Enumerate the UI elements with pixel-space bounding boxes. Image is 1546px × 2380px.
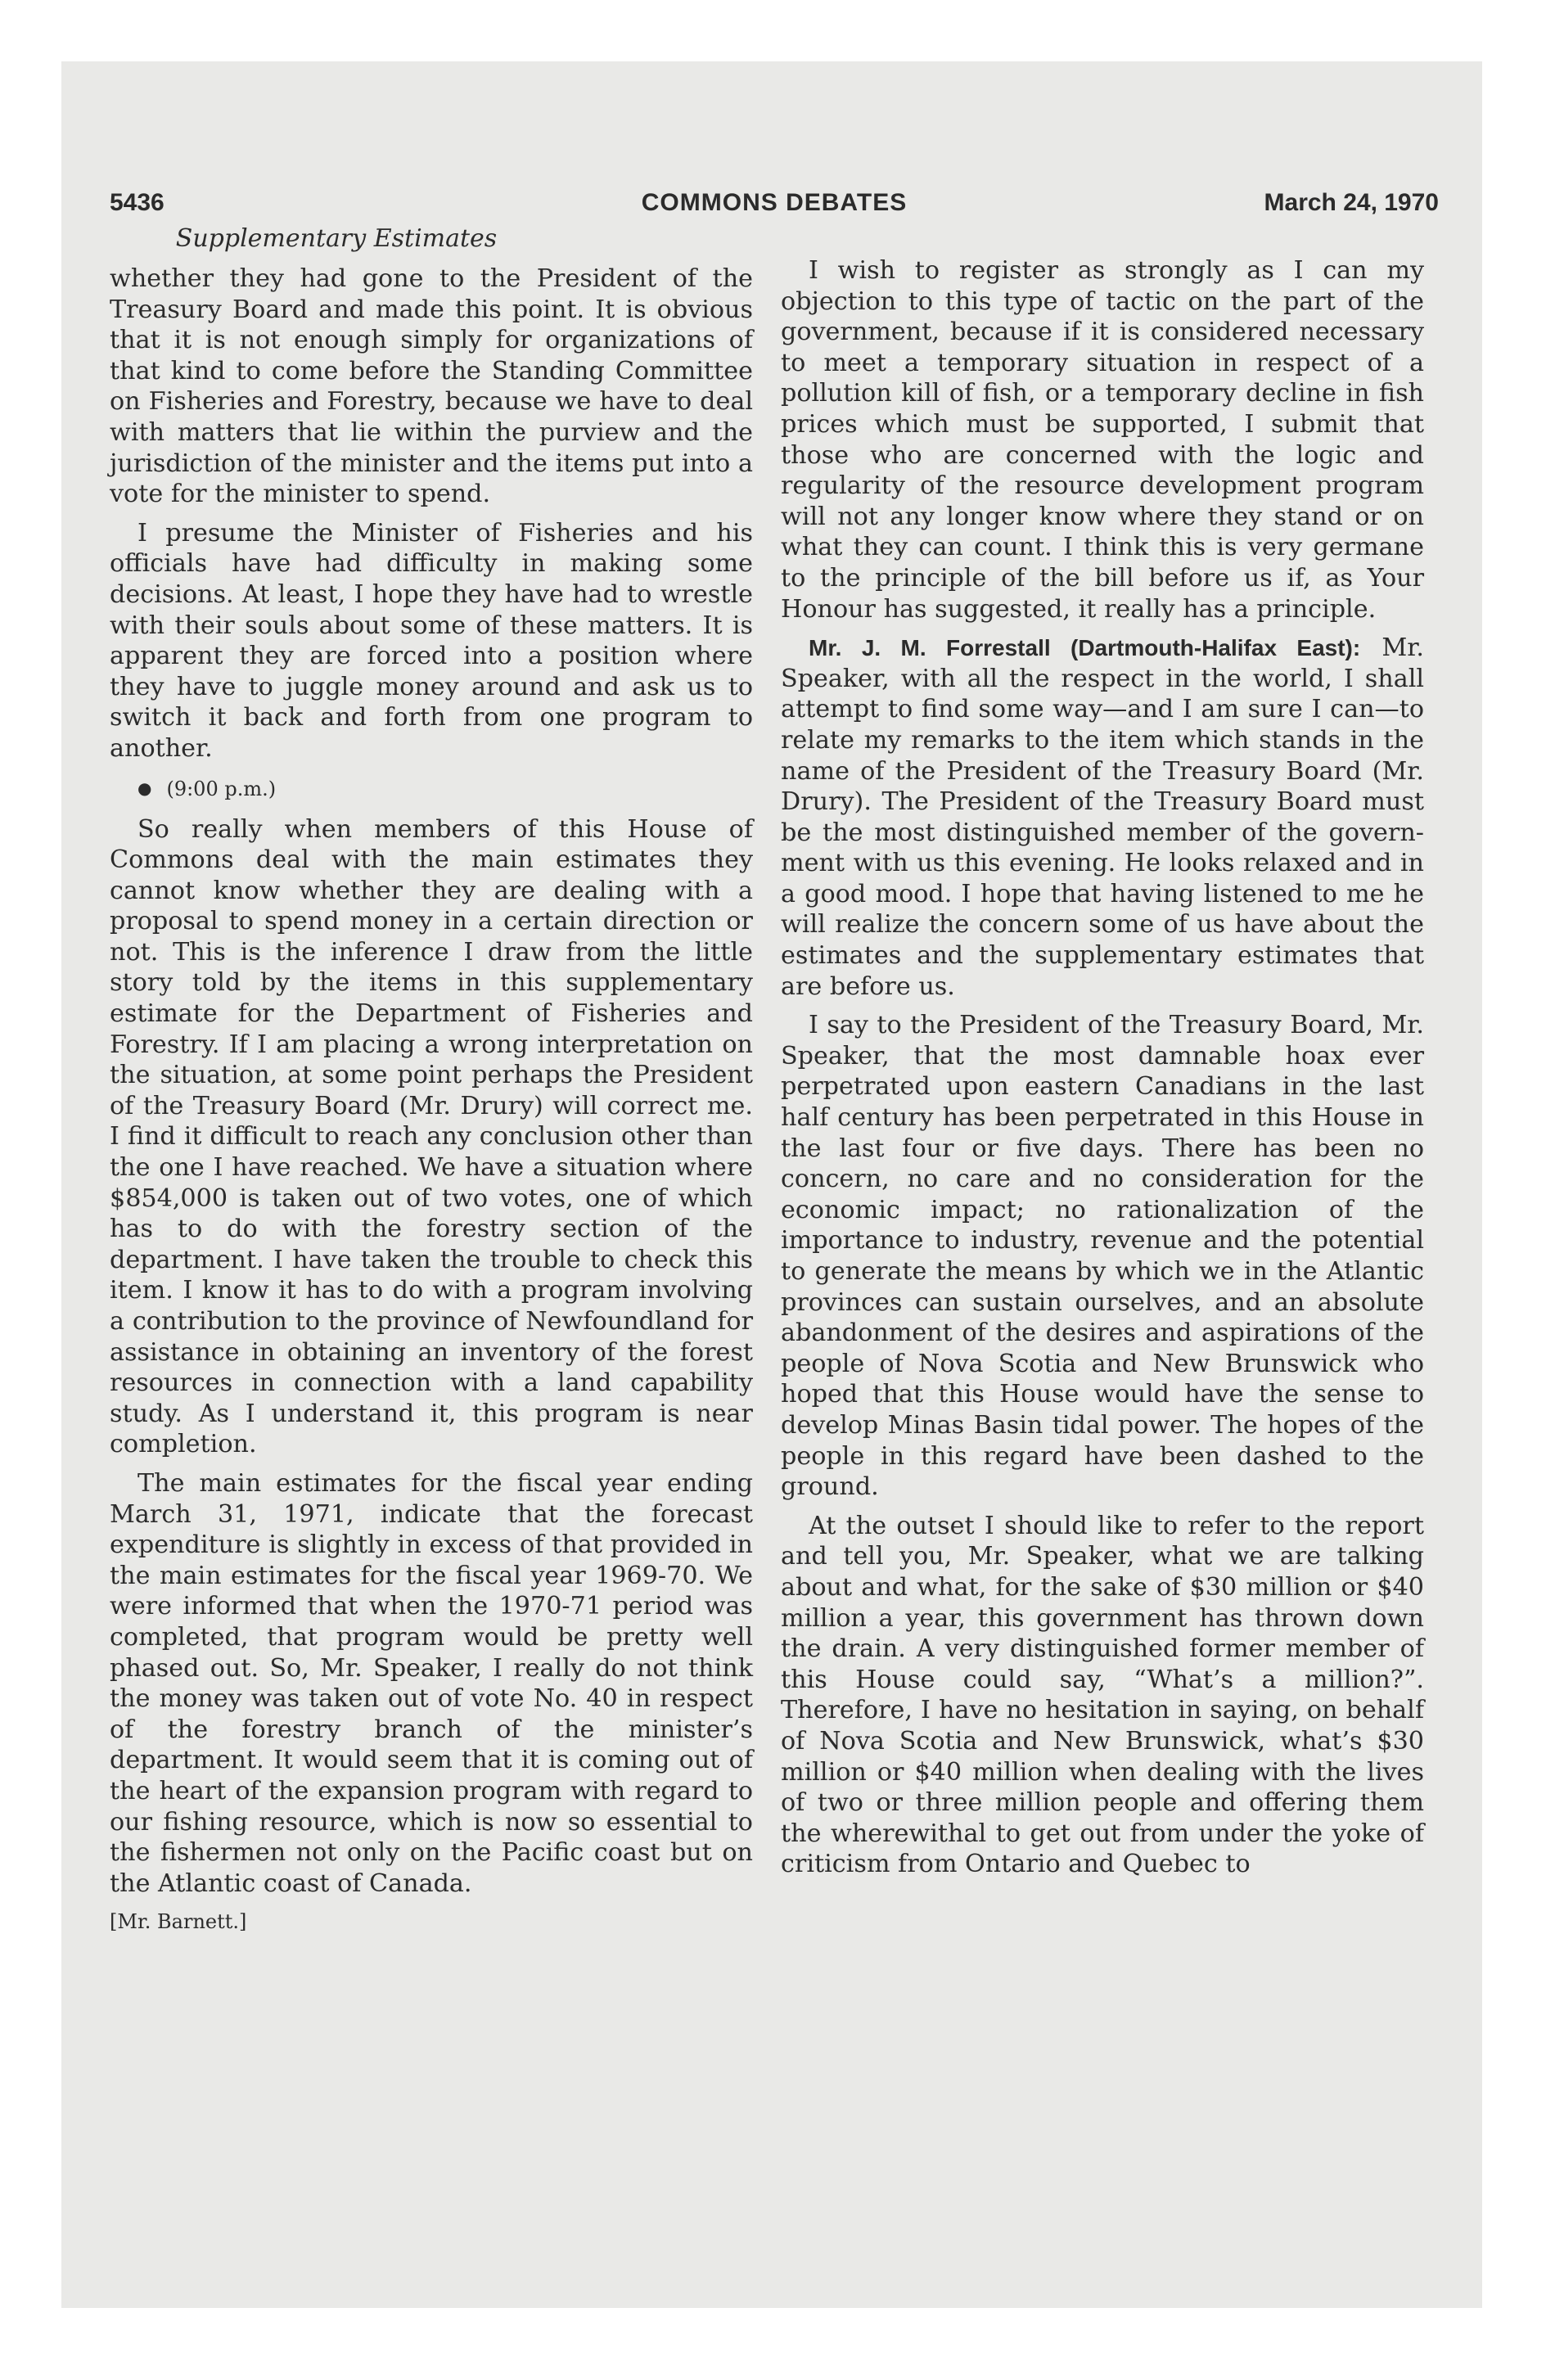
- page-number: 5436: [110, 189, 165, 216]
- page-header: [110, 182, 1439, 224]
- right-paragraph-1: I wish to register as strongly as I can my objection to this type of tactic on the part of the government, because if it is considered necessary to meet a temporary situation in respect of a pollution kill of fish, or a temporary decline in fish prices which must be supported, I submit that those who are concerned with the logic and regularity of the resource development program will not any longer know where they stand or on what they can count. I think this is very germane to the principle of the bill before us if, as Your Honour has suggested, it really has a principle.: [781, 256, 1424, 624]
- speaker-attribution: [Mr. Barnett.]: [110, 1910, 247, 1934]
- left-paragraph-4: The main estimates for the fiscal year ending March 31, 1971, indicate that the forecast expenditure is slightly in excess of that provided in the main estimates for the fiscal year 1969-70. We were informed that when the 1970-71 period was completed, that program would be pretty well phased out. So, Mr. Speaker, I really do not think the money was taken out of vote No. 40 in respect of the forestry branch of the minister’s department. It would seem that it is coming out of the heart of the expansion program with regard to our fishing resource, which is now so essential to the fishermen not only on the Pacific coast but on the Atlantic coast of Canada.: [110, 1468, 753, 1898]
- right-paragraph-2: [781, 633, 1424, 1002]
- speaker-name: Mr. J. M. Forrestall (Dartmouth-Halifax East):: [809, 635, 1361, 661]
- publication-title: COMMONS DEBATES: [641, 189, 908, 216]
- left-paragraph-1: whether they had gone to the President of the Treasury Board and made this point. It is obvious that it is not enough simply for organizations of that kind to come before the Standing Committee on Fisheries and Forestry, because we have to deal with matters that lie within the purview and the jurisdiction of the minister and the items put into a vote for the minister to spend.: [110, 264, 753, 509]
- section-subhead: Supplementary Estimates: [175, 224, 498, 253]
- speech-text: Mr. Speaker, with all the respect in the world, I shall attempt to find some way—and I am sure I can—to relate my remarks to the item which stands in the name of the President of the Treasury Board (Mr. Drury). The President of the Treasury Board must be the most distinguished member of the government with us this evening. He looks relaxed and in a good mood. I hope that having listened to me he will realize the concern some of us have about the estimates and the supplementary estimates that are before us.: [781, 633, 1424, 1001]
- right-paragraph-3: I say to the President of the Treasury Board, Mr. Speaker, that the most damnable hoax ever perpetrated upon eastern Canadians in the last half century has been perpetrated in this House in the last four or five days. There has been no concern, no care and no consideration for the economic impact; no rationalization of the importance to industry, revenue and the potential to generate the means by which we in the Atlantic provinces can sustain ourselves, and an absolute abandonment of the desires and aspirations of the people of Nova Scotia and New Brunswick who hoped that this House would have the sense to develop Minas Basin tidal power. The hopes of the people in this regard have been dashed to the ground.: [781, 1011, 1424, 1502]
- timestamp-text: (9:00 p.m.): [166, 777, 277, 800]
- publication-date: March 24, 1970: [1264, 189, 1439, 216]
- right-column: [781, 255, 1424, 1888]
- bullet-icon: ●: [137, 778, 152, 798]
- left-column: [110, 223, 753, 1946]
- left-paragraph-2: I presume the Minister of Fisheries and his officials have had difficulty in making some decisions. At least, I hope they have had to wrestle with their souls about some of these matters. It is apparent they are forced into a position where they have to juggle money around and ask us to switch it back and forth from one program to another.: [110, 518, 753, 763]
- time-marker: [110, 773, 753, 806]
- right-paragraph-4: At the outset I should like to refer to the report and tell you, Mr. Speaker, what we are talking about and what, for the sake of $30 million or $40 million a year, this government has thrown down the drain. A very distinguished former member of this House could say, “What’s a million?”. Therefore, I have no hesitation in saying, on behalf of Nova Scotia and New Brunswick, what’s $30 million or $40 million when dealing with the lives of two or three million people and offering them the wherewithal to get out from under the yoke of criticism from Ontario and Quebec to: [781, 1511, 1424, 1879]
- left-paragraph-3: So really when members of this House of Commons deal with the main estimates they cannot know whether they are dealing with a proposal to spend money in a certain direction or not. This is the inference I draw from the little story told by the items in this supplementary estimate for the Department of Fisheries and Forestry. If I am placing a wrong interpretation on the situation, at some point perhaps the President of the Treasury Board (Mr. Drury) will correct me. I find it difficult to reach any conclusion other than the one I have reached. We have a situation where $854,000 is taken out of two votes, one of which has to do with the forestry section of the department. I have taken the trouble to check this item. I know it has to do with a program involving a contribution to the province of Newfoundland for assistance in obtaining an inventory of the forest resources in connection with a land capability study. As I understand it, this program is near completion.: [110, 814, 753, 1459]
